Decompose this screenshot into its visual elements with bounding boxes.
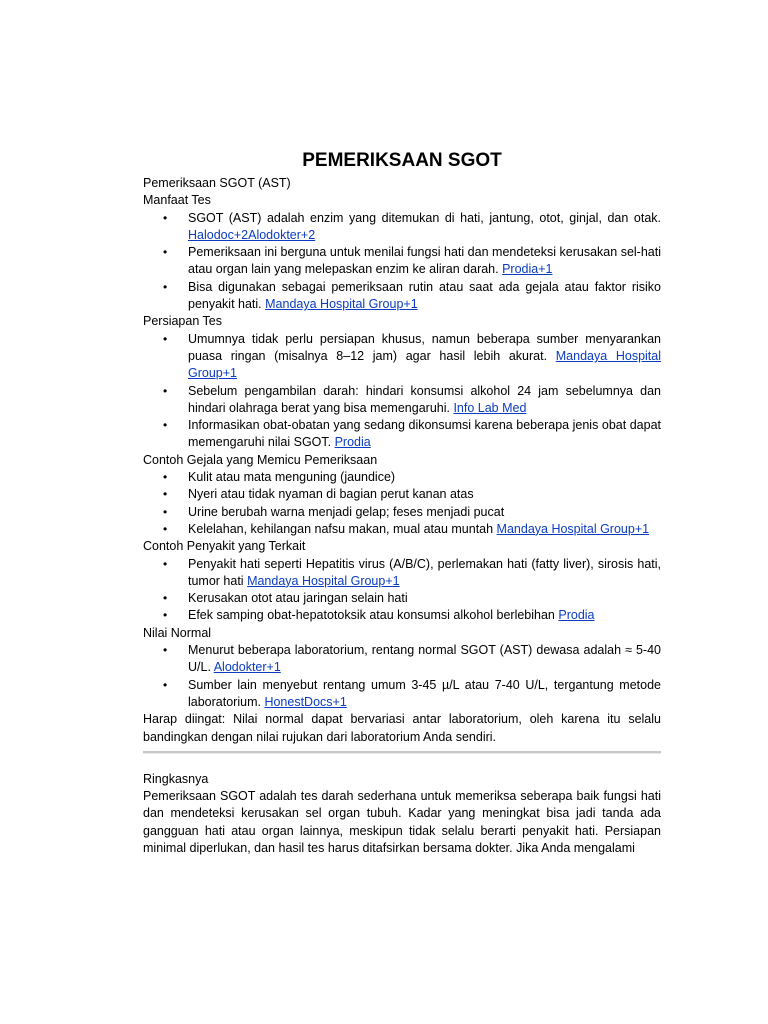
bullet-list — [143, 642, 661, 711]
section-heading: Manfaat Tes — [143, 193, 211, 208]
source-link[interactable]: HonestDocs+1 — [264, 694, 347, 709]
list-item-text: Efek samping obat-hepatotoksik atau konsumsi alkohol berlebihan — [188, 608, 559, 623]
list-item-text: Umumnya tidak perlu persiapan khusus, namun beberapa sumber menyarankan puasa ringan (misalnya 8–12 jam) agar hasil lebih akurat. — [188, 331, 661, 363]
list-item-text: Sumber lain menyebut rentang umum 3-45 µ/L atau 7-40 U/L, tergantung metode laboratorium. — [188, 677, 661, 709]
bullet-icon: • — [163, 210, 168, 225]
bullet-icon: • — [163, 608, 168, 623]
list-item-text: Urine berubah warna menjadi gelap; feses menjadi pucat — [188, 504, 505, 519]
list-item-text: Kelelahan, kehilangan nafsu makan, mual atau muntah — [188, 521, 497, 536]
list-item — [143, 556, 661, 591]
source-link[interactable]: Halodoc+2Alodokter+2 — [188, 227, 316, 242]
bullet-list — [143, 469, 661, 538]
list-item-text: Penyakit hati seperti Hepatitis virus (A/B/C), perlemakan hati (fatty liver), sirosis hati, tumor hati — [188, 556, 661, 588]
bullet-icon: • — [163, 331, 168, 346]
list-item — [143, 279, 661, 314]
source-link[interactable]: Mandaya Hospital Group+1 — [188, 348, 661, 381]
section-heading: Persiapan Tes — [143, 314, 222, 329]
list-item-text: Kerusakan otot atau jaringan selain hati — [188, 591, 408, 606]
list-item — [143, 607, 661, 624]
list-item — [143, 642, 661, 677]
section-heading: Nilai Normal — [143, 625, 212, 640]
page-title: PEMERIKSAAN SGOT — [302, 150, 502, 171]
bullet-icon: • — [163, 279, 168, 294]
source-link[interactable]: Mandaya Hospital Group+1 — [496, 521, 650, 536]
bullet-icon: • — [163, 245, 168, 260]
source-link[interactable]: Mandaya Hospital Group+1 — [265, 297, 418, 312]
list-item — [143, 590, 661, 607]
note-paragraph: Harap diingat: Nilai normal dapat bervariasi antar laboratorium, oleh karena itu selalu bandingkan dengan nilai rujukan dari laboratorium Anda sendiri. — [143, 712, 661, 744]
list-item-text: Pemeriksaan ini berguna untuk menilai fungsi hati dan mendeteksi kerusakan sel-hati atau organ lain yang melepaskan enzim ke aliran darah. — [188, 245, 661, 277]
list-item — [143, 210, 661, 245]
list-item-text: Sebelum pengambilan darah: hindari konsumsi alkohol 24 jam sebelumnya dan hindari olahraga berat yang bisa memengaruhi. — [188, 383, 661, 415]
bullet-icon: • — [163, 418, 168, 433]
list-item-text: Informasikan obat-obatan yang sedang dikonsumsi karena beberapa jenis obat dapat memengaruhi nilai SGOT. — [188, 418, 661, 450]
list-item — [143, 469, 661, 486]
list-item — [143, 383, 661, 418]
source-link[interactable]: Prodia — [334, 435, 371, 450]
bullet-icon: • — [163, 556, 168, 571]
list-item-text: SGOT (AST) adalah enzim yang ditemukan di hati, jantung, otot, ginjal, dan otak. — [188, 210, 661, 225]
list-item — [143, 417, 661, 452]
bullet-icon: • — [163, 487, 168, 502]
bullet-list — [143, 331, 661, 452]
sections-container — [143, 192, 661, 711]
summary-heading: Ringkasnya — [143, 771, 209, 786]
bullet-icon: • — [163, 521, 168, 536]
document-page — [143, 0, 661, 857]
list-item — [143, 244, 661, 279]
list-item-text: Menurut beberapa laboratorium, rentang normal SGOT (AST) dewasa adalah ≈ 5-40 U/L. — [188, 643, 661, 675]
list-item — [143, 677, 661, 712]
summary-paragraph: Pemeriksaan SGOT adalah tes darah sederhana untuk memeriksa seberapa baik fungsi hati dan mendeteksi kerusakan sel organ tubuh. Kadar yang meningkat bisa jadi tanda ada gangguan hati atau organ lainnya, meskipun tidak selalu berarti penyakit hati. Persiapan minimal diperlukan, dan hasil tes harus ditafsirkan bersama dokter. Jika Anda mengalami — [143, 789, 661, 855]
source-link[interactable]: Mandaya Hospital Group+1 — [247, 573, 400, 588]
bullet-list — [143, 556, 661, 625]
list-item-text: Nyeri atau tidak nyaman di bagian perut kanan atas — [188, 487, 474, 502]
bullet-icon: • — [163, 677, 168, 692]
bullet-list — [143, 210, 661, 314]
bullet-icon: • — [163, 643, 168, 658]
list-item-text: Kulit atau mata menguning (jaundice) — [188, 470, 396, 485]
bullet-icon: • — [163, 591, 168, 606]
source-link[interactable]: Prodia+1 — [502, 262, 553, 277]
list-item — [143, 521, 661, 538]
source-link[interactable]: Info Lab Med — [453, 400, 527, 415]
list-item — [143, 331, 661, 383]
list-item-text: Bisa digunakan sebagai pemeriksaan rutin atau saat ada gejala atau faktor risiko penyakit hati. — [188, 279, 661, 312]
bullet-icon: • — [163, 470, 168, 485]
bullet-icon: • — [163, 383, 168, 398]
list-item — [143, 504, 661, 521]
horizontal-divider — [143, 751, 661, 754]
section-heading: Contoh Gejala yang Memicu Pemeriksaan — [143, 452, 378, 467]
bullet-icon: • — [163, 504, 168, 519]
list-item — [143, 486, 661, 503]
intro-heading: Pemeriksaan SGOT (AST) — [143, 176, 291, 190]
source-link[interactable]: Alodokter+1 — [213, 660, 281, 675]
source-link[interactable]: Prodia — [558, 608, 595, 623]
section-heading: Contoh Penyakit yang Terkait — [143, 539, 306, 554]
